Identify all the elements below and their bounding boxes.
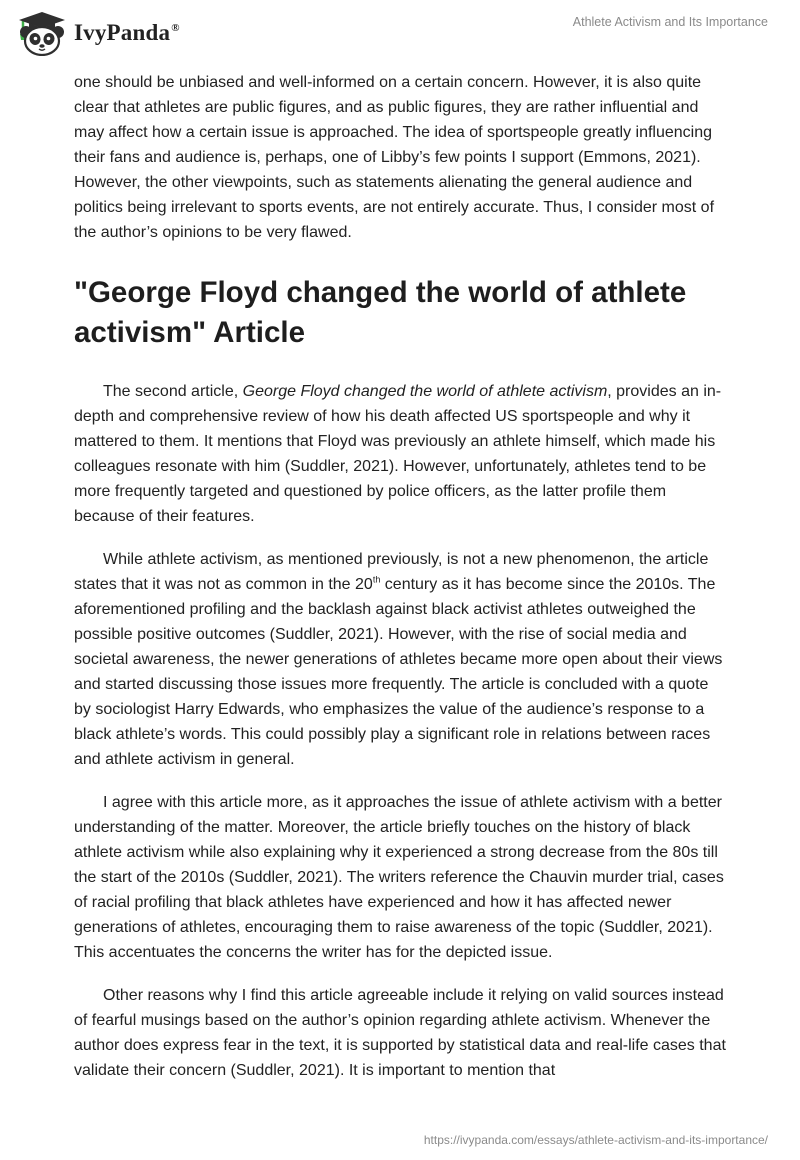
essay-body [74, 70, 726, 1101]
ivypanda-logo[interactable] [14, 10, 180, 56]
ordinal-superscript: th [372, 574, 381, 585]
logo-wordmark [74, 20, 180, 46]
registered-mark: ® [171, 22, 180, 35]
paragraph-4: Other reasons why I find this article agreeable include it relying on valid sources instead of fearful musings based on the author’s opinion regarding athlete activism. Whenever the author does express fear in the text, it is supported by statistical data and real-life cases that validate their concern (Suddler, 2021). It is important to mention that [74, 987, 726, 1079]
document-title: Athlete Activism and Its Importance [572, 15, 768, 29]
panda-graduation-cap-icon [14, 10, 68, 56]
section-heading: "George Floyd changed the world of athlete activism" Article [74, 276, 687, 349]
page-header [0, 0, 800, 72]
paragraph-2-end: century as it has become since the 2010s. The aforementioned profiling and the backlash against black activist athletes outweighed the possible positive outcomes (Suddler, 2021). However, with the rise of social media and societal awareness, the newer generations of athletes became more open about their views and started discussing those issues more frequently. The article is concluded with a quote by sociologist Harry Edwards, who emphasizes the value of the audience’s response to a black athlete’s words. This could possibly play a significant role in relations between races and athlete activism in general. [74, 576, 723, 768]
paragraph-1-end: , provides an in-depth and comprehensive review of how his death affected US sportspeople and why it mattered to them. It mentions that Floyd was previously an athlete himself, which made his colleagues resonate with him (Suddler, 2021). However, unfortunately, athletes tend to be more frequently targeted and questioned by police officers, as the latter profile them because of their features. [74, 383, 722, 525]
paragraph-2 [74, 547, 726, 772]
source-url[interactable]: https://ivypanda.com/essays/athlete-activism-and-its-importance/ [423, 1133, 768, 1147]
paragraph-intro: one should be unbiased and well-informed on a certain concern. However, it is also quite clear that athletes are public figures, and as public figures, they are rather influential and may affect how a certain issue is approached. The idea of sportspeople greatly influencing their fans and audience is, perhaps, one of Libby’s few points I support (Emmons, 2021). However, the other viewpoints, such as statements alienating the general audience and politics being irrelevant to sports events, are not entirely accurate. Thus, I consider most of the author’s opinions to be very flawed. [74, 74, 715, 241]
paragraph-1-start: The second article, [103, 383, 243, 400]
article-title-italic: George Floyd changed the world of athlete activism [242, 383, 608, 400]
logo-text: IvyPanda [74, 20, 171, 45]
paragraph-1 [74, 379, 726, 529]
paragraph-3: I agree with this article more, as it approaches the issue of athlete activism with a better understanding of the matter. Moreover, the article briefly touches on the history of black athlete activism while also explaining why it experienced a strong decrease from the 80s till the start of the 2010s (Suddler, 2021). The writers reference the Chauvin murder trial, cases of racial profiling that black athletes have experienced and how it has affected newer generations of athletes, encouraging them to raise awareness of the topic (Suddler, 2021). This accentuates the concerns the writer has for the depicted issue. [74, 794, 724, 961]
paragraph-2-start: While athlete activism, as mentioned previously, is not a new phenomenon, the article states that it was not as common in the 20 [74, 551, 709, 593]
